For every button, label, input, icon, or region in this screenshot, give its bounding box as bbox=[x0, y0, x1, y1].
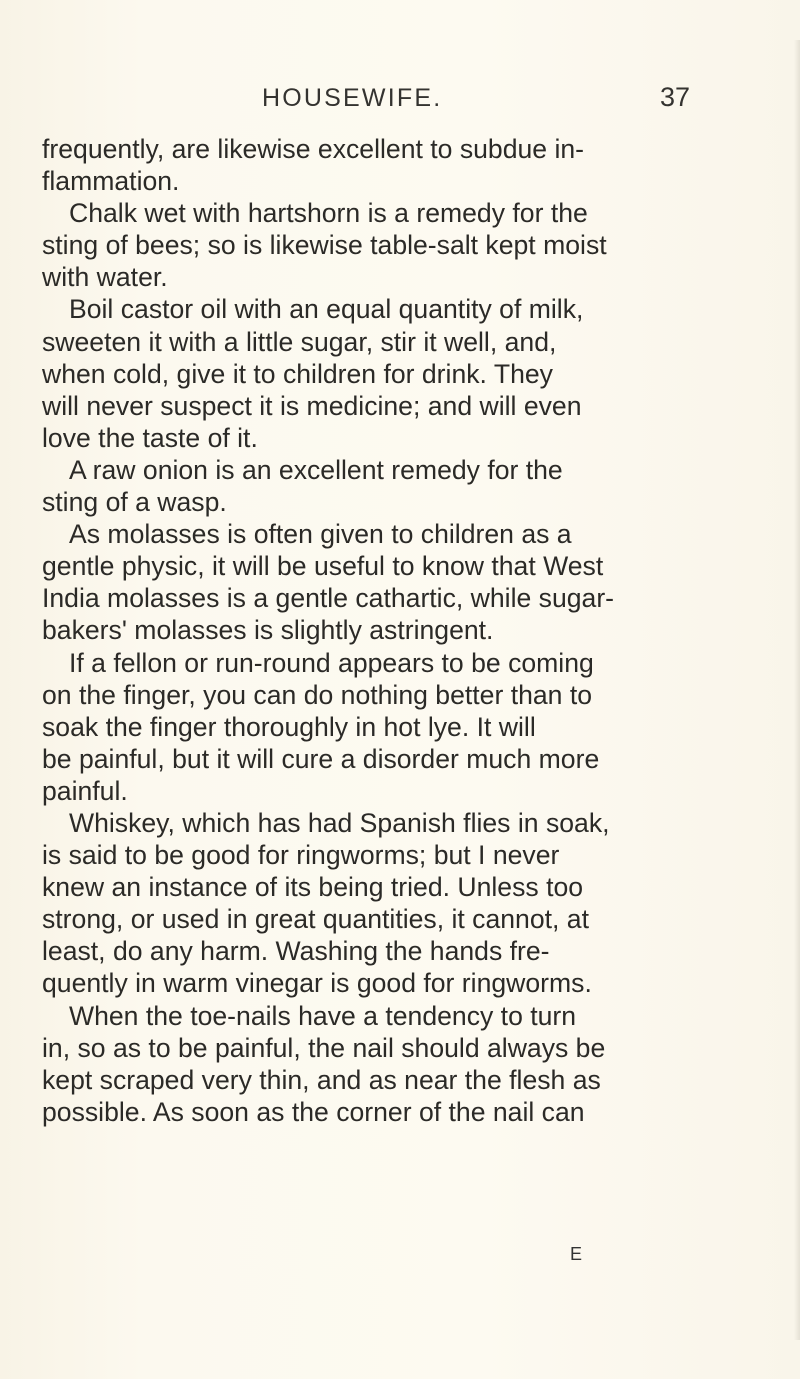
text-line: on the finger, you can do nothing better than to bbox=[42, 679, 593, 710]
text-line: knew an instance of its being tried. Unless too bbox=[42, 872, 584, 903]
text-line: sting of a wasp. bbox=[42, 487, 227, 518]
text-line: love the taste of it. bbox=[42, 422, 258, 453]
text-line: soak the finger thoroughly in hot lye. It will bbox=[42, 711, 536, 742]
text-line: when cold, give it to children for drink. They bbox=[42, 358, 553, 389]
text-line: with water. bbox=[42, 262, 168, 293]
text-line: frequently, are likewise excellent to subdue in- bbox=[42, 134, 585, 164]
text-line: least, do any harm. Washing the hands fre- bbox=[42, 936, 550, 967]
text-line: India molasses is a gentle cathartic, while sugar- bbox=[42, 583, 615, 614]
page-edge-shadow bbox=[794, 40, 800, 1340]
text-line: will never suspect it is medicine; and will even bbox=[42, 390, 582, 421]
text-line: be painful, but it will cure a disorder much more bbox=[42, 743, 600, 774]
text-line: Whiskey, which has had Spanish flies in soak, bbox=[69, 807, 610, 838]
text-line: sting of bees; so is likewise table-salt kept moist bbox=[42, 230, 607, 261]
body-text bbox=[42, 133, 688, 1128]
text-line: painful. bbox=[42, 775, 128, 806]
text-line: sweeten it with a little sugar, stir it well, and, bbox=[42, 326, 557, 357]
text-line: flammation. bbox=[42, 166, 180, 197]
text-line: bakers' molasses is slightly astringent. bbox=[42, 615, 494, 646]
signature-mark: E bbox=[570, 1244, 583, 1264]
text-line: Boil castor oil with an equal quantity of milk, bbox=[69, 294, 584, 325]
text-line: kept scraped very thin, and as near the flesh as bbox=[42, 1064, 601, 1095]
text-line: in, so as to be painful, the nail should always be bbox=[42, 1032, 606, 1063]
text-line: is said to be good for ringworms; but I never bbox=[42, 840, 560, 871]
text-line: strong, or used in great quantities, it cannot, at bbox=[42, 904, 589, 935]
text-line: A raw onion is an excellent remedy for the bbox=[69, 454, 563, 485]
page-number: 37 bbox=[660, 82, 691, 112]
text-line: gentle physic, it will be useful to know that West bbox=[42, 551, 604, 582]
text-line: If a fellon or run-round appears to be coming bbox=[69, 647, 594, 678]
text-line: Chalk wet with hartshorn is a remedy for the bbox=[69, 198, 588, 229]
text-line: As molasses is often given to children as a bbox=[69, 519, 572, 550]
running-head: HOUSEWIFE. bbox=[262, 84, 443, 112]
page-header bbox=[0, 84, 800, 118]
text-line: possible. As soon as the corner of the nail can bbox=[42, 1096, 585, 1127]
text-line: quently in warm vinegar is good for ringworms. bbox=[42, 968, 592, 999]
text-line: When the toe-nails have a tendency to turn bbox=[69, 1000, 577, 1031]
